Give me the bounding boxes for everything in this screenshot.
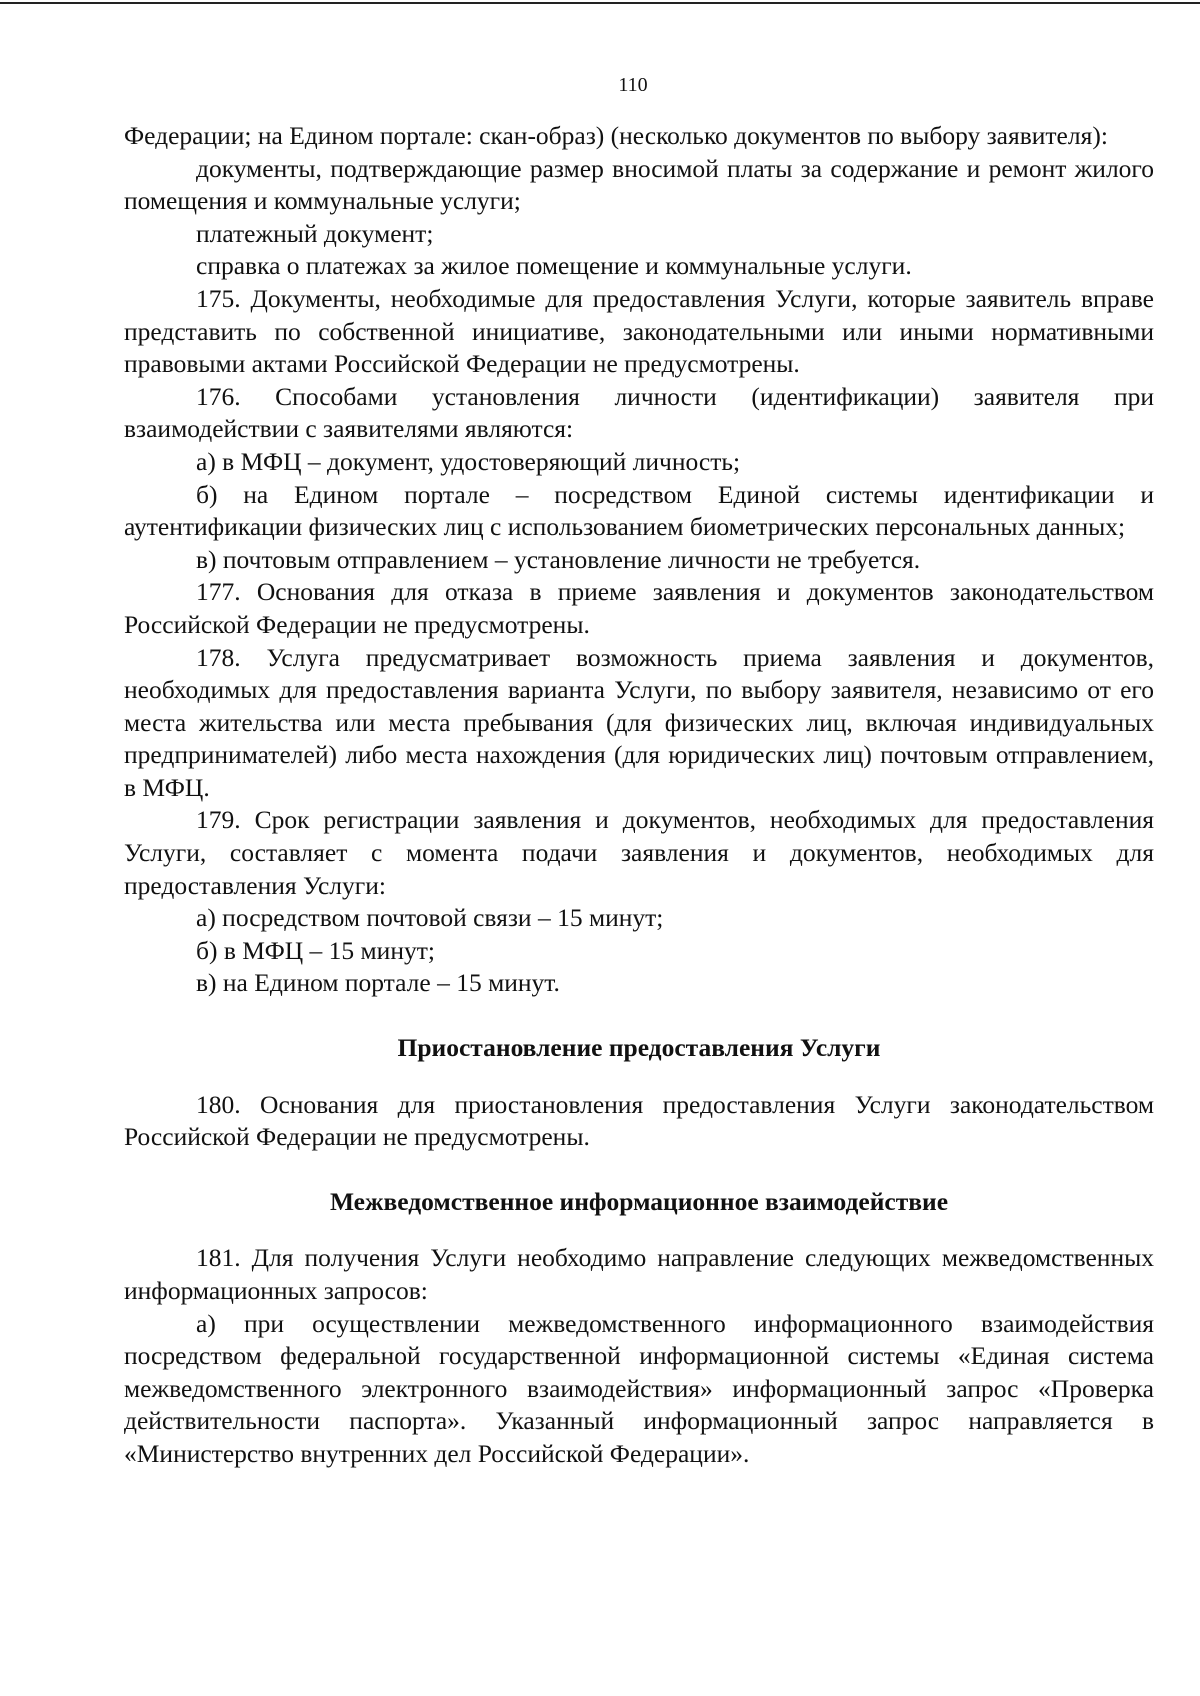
paragraph: документы, подтверждающие размер вносимой платы за содержание и ремонт жилого помещения и коммунальные услуги; (124, 153, 1154, 216)
section-heading-interagency: Межведомственное информационное взаимодействие (329, 1186, 949, 1216)
paragraphs-block-2 (124, 1089, 1154, 1154)
paragraphs-block-1 (124, 120, 1154, 1000)
paragraph: а) посредством почтовой связи – 15 минут; (196, 903, 664, 933)
paragraph: 181. Для получения Услуги необходимо направление следующих межведомственных информационных запросов: (124, 1243, 1154, 1305)
paragraphs-block-3 (124, 1242, 1154, 1470)
paragraph: 176. Способами установления личности (идентификации) заявителя при взаимодействии с заявителями являются: (124, 381, 1154, 444)
paragraph: а) при осуществлении межведомственного информационного взаимодействия посредством федеральной государственной информационной системы «Единая система межведомственного электронного взаимодействия» информационный запрос «Проверка действительности паспорта». Указанный информационный запрос направляется в «Министерство внутренних дел Российской Федерации». (124, 1308, 1154, 1468)
paragraph: Федерации; на Едином портале: скан-образ) (несколько документов по выбору заявителя): (124, 121, 1108, 150)
paragraph: 177. Основания для отказа в приеме заявления и документов законодательством Российской Федерации не предусмотрены. (124, 577, 1154, 639)
paragraph: 179. Срок регистрации заявления и документов, необходимых для предоставления Услуги, составляет с момента подачи заявления и документов, необходимых для предоставления Услуги: (124, 805, 1154, 900)
paragraph: б) на Едином портале – посредством Единой системы идентификации и аутентификации физических лиц с использованием биометрических персональных данных; (124, 479, 1154, 542)
section-heading-suspension: Приостановление предоставления Услуги (397, 1033, 881, 1063)
paragraph: 180. Основания для приостановления предоставления Услуги законодательством Российской Федерации не предусмотрены. (124, 1089, 1154, 1152)
paragraph: платежный документ; (196, 218, 434, 248)
paragraph: в) почтовым отправлением – установление личности не требуется. (196, 544, 921, 574)
scan-top-edge (0, 2, 1200, 4)
paragraph: справка о платежах за жилое помещение и коммунальные услуги. (196, 251, 912, 281)
page-number: 110 (618, 74, 648, 96)
paragraph: в) на Едином портале – 15 минут. (196, 968, 560, 998)
paragraph: а) в МФЦ – документ, удостоверяющий личность; (196, 446, 741, 476)
paragraph: 178. Услуга предусматривает возможность приема заявления и документов, необходимых для предоставления варианта Услуги, по выбору заявителя, независимо от его места жительства или места пребывания (для физических лиц, включая индивидуальных предпринимателей) либо места нахождения (для юридических лиц) почтовым отправлением, в МФЦ. (124, 642, 1154, 802)
document-body (124, 120, 1154, 1471)
paragraph: б) в МФЦ – 15 минут; (196, 935, 435, 965)
paragraph: 175. Документы, необходимые для предоставления Услуги, которые заявитель вправе представить по собственной инициативе, законодательными или иными нормативными правовыми актами Российской Федерации не предусмотрены. (124, 283, 1154, 379)
